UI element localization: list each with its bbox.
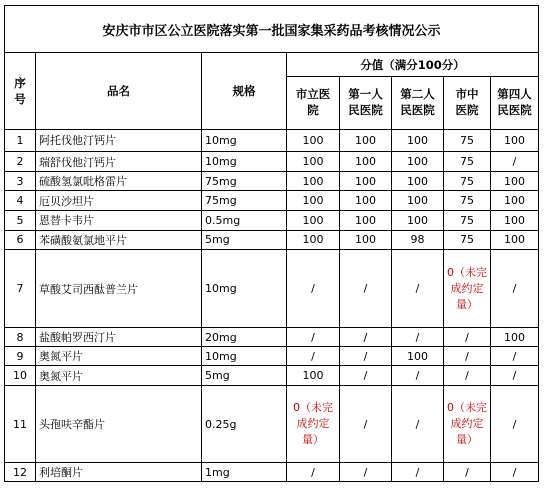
score-cell: 100 [287, 129, 340, 152]
table-row [5, 152, 539, 172]
header-score: 分值（满分100分） [287, 53, 539, 77]
drug-name: 阿托伐他汀钙片 [36, 129, 202, 152]
row-number: 2 [5, 152, 36, 172]
score-cell: / [340, 346, 392, 366]
score-cell: 100 [340, 152, 392, 172]
header-hospital-shili: 市立医院 [287, 77, 340, 130]
row-number: 3 [5, 171, 36, 191]
score-cell: 0（未完成约定量） [444, 250, 491, 328]
drug-spec: 10mg [202, 346, 287, 366]
page-title: 安庆市市区公立医院落实第一批国家集采药品考核情况公示 [5, 6, 539, 53]
drug-name: 硫酸氢氯吡格雷片 [36, 171, 202, 191]
score-cell: / [491, 463, 539, 482]
score-cell: 100 [287, 230, 340, 250]
drug-spec: 10mg [202, 152, 287, 172]
table-row [5, 386, 539, 463]
score-cell: 0（未完成约定量） [444, 386, 491, 463]
score-cell: / [287, 328, 340, 347]
score-cell: / [491, 366, 539, 386]
row-number: 5 [5, 210, 36, 230]
drug-name: 厄贝沙坦片 [36, 191, 202, 211]
drug-spec: 75mg [202, 191, 287, 211]
header-hospital-first-people: 第一人民医院 [340, 77, 392, 130]
table-row [5, 328, 539, 347]
drug-spec: 75mg [202, 171, 287, 191]
score-cell: 100 [287, 171, 340, 191]
score-cell: 100 [392, 129, 444, 152]
table-row [5, 366, 539, 386]
drug-name: 瑞舒伐他汀钙片 [36, 152, 202, 172]
score-cell: 100 [287, 366, 340, 386]
score-cell: 100 [392, 191, 444, 211]
score-cell: 100 [340, 230, 392, 250]
score-cell: 75 [444, 230, 491, 250]
score-cell: 100 [340, 171, 392, 191]
header-spec: 规格 [202, 53, 287, 129]
drug-spec: 20mg [202, 328, 287, 347]
table-row [5, 346, 539, 366]
score-cell: / [491, 386, 539, 463]
header-hospital-second-people: 第二人民医院 [392, 77, 444, 130]
score-cell: 100 [491, 328, 539, 347]
score-cell: / [444, 328, 491, 347]
row-number: 1 [5, 129, 36, 152]
score-cell: 75 [444, 210, 491, 230]
score-cell: / [287, 346, 340, 366]
score-cell: 0（未完成约定量） [287, 386, 340, 463]
score-cell: / [444, 366, 491, 386]
procurement-assessment-table [4, 5, 539, 482]
score-cell: 75 [444, 171, 491, 191]
row-number: 6 [5, 230, 36, 250]
score-cell: / [392, 463, 444, 482]
score-cell: / [392, 328, 444, 347]
score-cell: / [340, 328, 392, 347]
row-number: 10 [5, 366, 36, 386]
score-cell: 75 [444, 129, 491, 152]
drug-spec: 10mg [202, 129, 287, 152]
table-row [5, 250, 539, 328]
drug-spec: 5mg [202, 366, 287, 386]
score-cell: 75 [444, 152, 491, 172]
table-row [5, 129, 539, 152]
score-cell: / [491, 250, 539, 328]
drug-spec: 5mg [202, 230, 287, 250]
score-cell: / [392, 366, 444, 386]
row-number: 4 [5, 191, 36, 211]
drug-name: 苯磺酸氨氯地平片 [36, 230, 202, 250]
score-cell: / [392, 250, 444, 328]
score-cell: / [491, 346, 539, 366]
score-cell: / [491, 152, 539, 172]
score-cell: / [392, 386, 444, 463]
score-cell: / [287, 250, 340, 328]
drug-name: 恩替卡韦片 [36, 210, 202, 230]
score-cell: 100 [491, 191, 539, 211]
header-seq: 序号 [5, 53, 36, 129]
row-number: 11 [5, 386, 36, 463]
drug-name: 头孢呋辛酯片 [36, 386, 202, 463]
drug-spec: 0.25g [202, 386, 287, 463]
table-row [5, 210, 539, 230]
score-cell: 100 [287, 152, 340, 172]
table-row [5, 191, 539, 211]
row-number: 7 [5, 250, 36, 328]
table-row [5, 171, 539, 191]
drug-name: 奥氮平片 [36, 366, 202, 386]
header-hospital-fourth-people: 第四人民医院 [491, 77, 539, 130]
drug-name: 利培酮片 [36, 463, 202, 482]
score-cell: 100 [491, 129, 539, 152]
row-number: 12 [5, 463, 36, 482]
score-cell: 100 [491, 171, 539, 191]
drug-name: 盐酸帕罗西汀片 [36, 328, 202, 347]
score-cell: / [444, 346, 491, 366]
score-cell: 98 [392, 230, 444, 250]
row-number: 8 [5, 328, 36, 347]
score-cell: / [340, 386, 392, 463]
header-name: 品名 [36, 53, 202, 129]
score-cell: 75 [444, 191, 491, 211]
score-cell: 100 [392, 171, 444, 191]
score-cell: / [340, 463, 392, 482]
drug-name: 草酸艾司西酞普兰片 [36, 250, 202, 328]
score-cell: 100 [287, 210, 340, 230]
drug-spec: 10mg [202, 250, 287, 328]
header-hospital-chinese-medicine: 市中医院 [444, 77, 491, 130]
score-cell: 100 [340, 210, 392, 230]
score-cell: 100 [392, 152, 444, 172]
score-cell: 100 [392, 210, 444, 230]
table-row [5, 463, 539, 482]
score-cell: / [340, 366, 392, 386]
score-cell: 100 [491, 210, 539, 230]
drug-spec: 1mg [202, 463, 287, 482]
row-number: 9 [5, 346, 36, 366]
drug-spec: 0.5mg [202, 210, 287, 230]
drug-name: 奥氮平片 [36, 346, 202, 366]
table-row [5, 230, 539, 250]
score-cell: 100 [340, 191, 392, 211]
score-cell: 100 [287, 191, 340, 211]
score-cell: / [444, 463, 491, 482]
score-cell: / [287, 463, 340, 482]
score-cell: 100 [491, 230, 539, 250]
score-cell: 100 [340, 129, 392, 152]
score-cell: 100 [392, 346, 444, 366]
score-cell: / [340, 250, 392, 328]
